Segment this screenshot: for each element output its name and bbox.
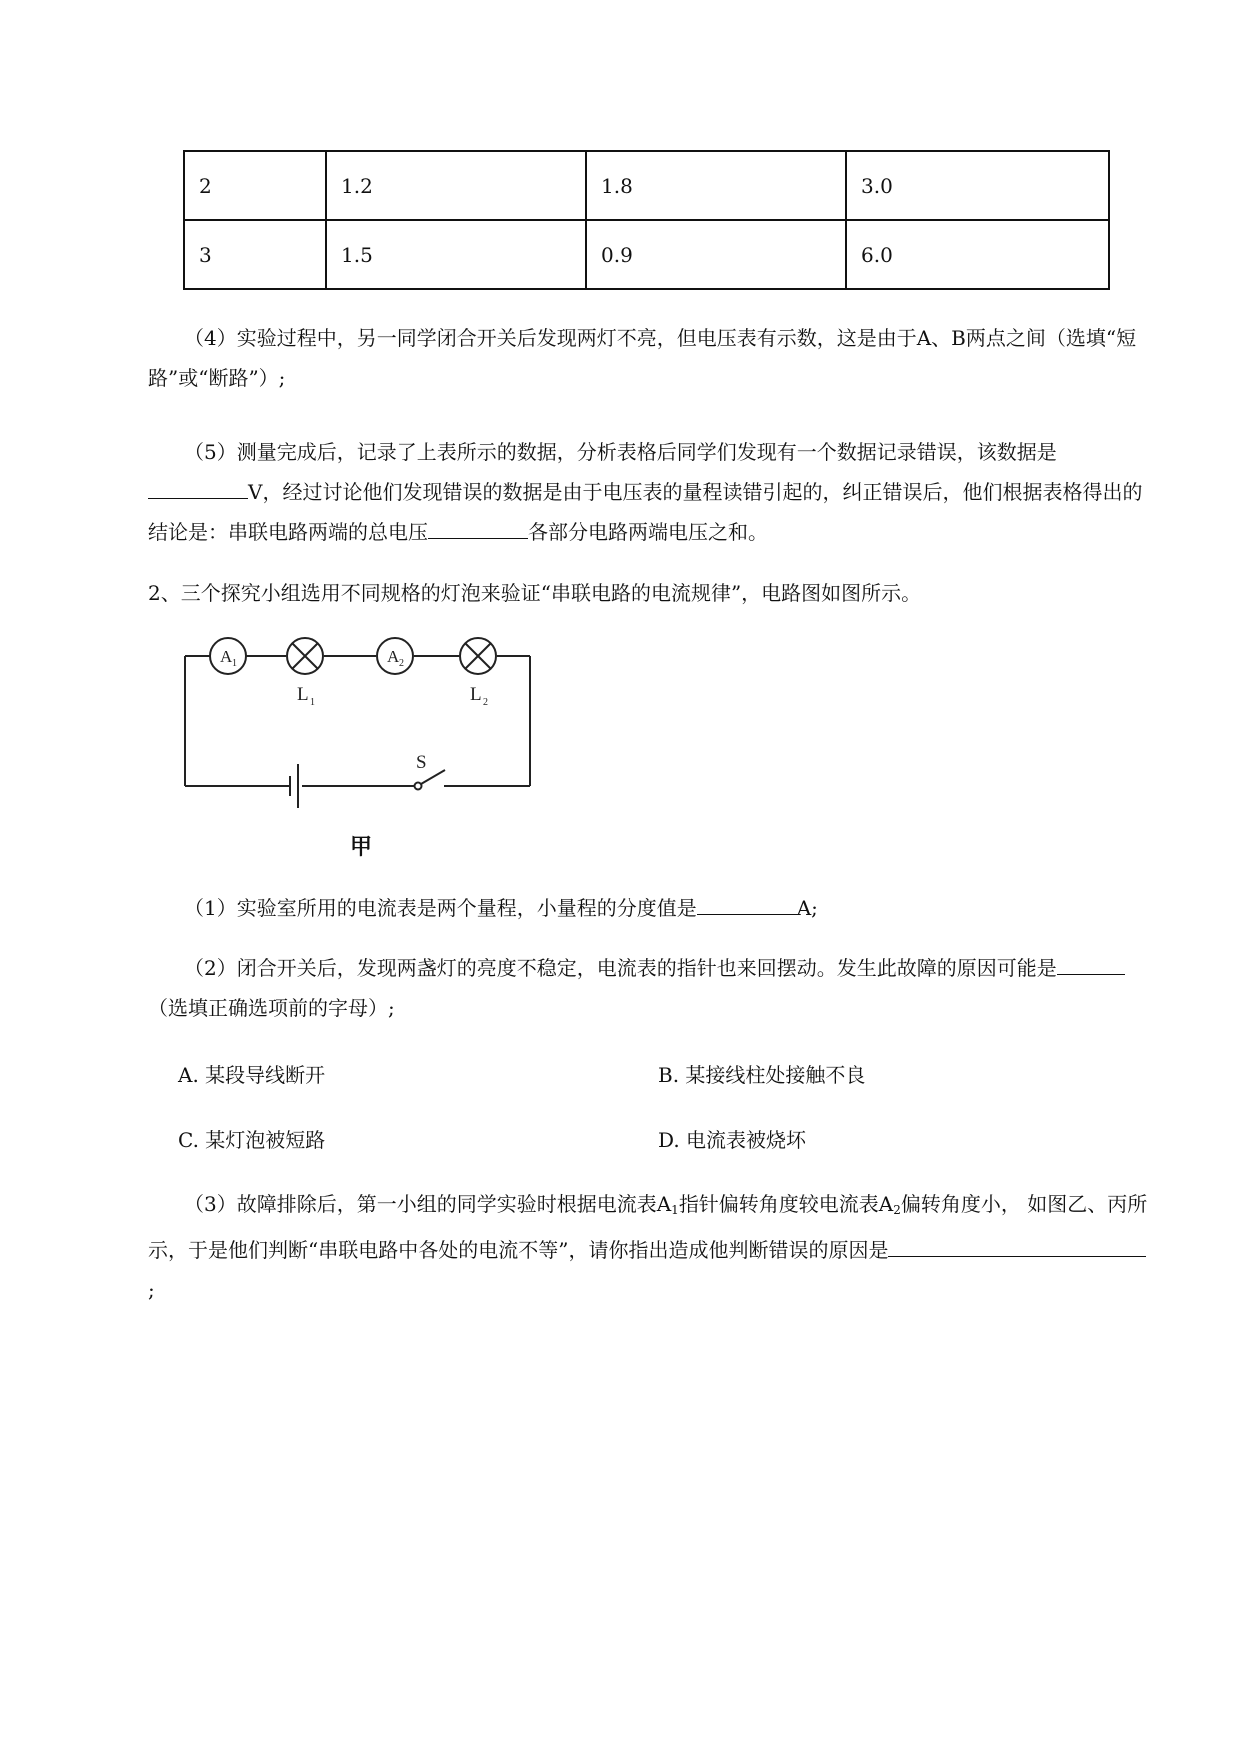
figure-caption: 甲 xyxy=(350,835,373,860)
paragraph-text: V，经过讨论他们发现错误的数据是由于电压表的量程读错引起的，纠正错误后，他们根据表格得出的结论是：串联电路两端的总电压 xyxy=(148,480,1143,544)
option-b[interactable]: B. 某接线柱处接触不良 xyxy=(658,1063,866,1087)
table-cell: 0.9 xyxy=(586,220,846,289)
paragraph-text: （2）闭合开关后，发现两盏灯的亮度不稳定，电流表的指针也来回摆动。发生此故障的原因可能是 xyxy=(184,956,1057,980)
table-row xyxy=(184,220,1109,289)
table-cell: 6.0 xyxy=(846,220,1109,289)
table-cell: 2 xyxy=(184,151,326,220)
answer-blank[interactable] xyxy=(888,1232,1146,1257)
question-1-part-4 xyxy=(148,318,1151,398)
paragraph-text: （4）实验过程中，另一同学闭合开关后发现两灯不亮，但电压表有示数，这是由于A、B两点之间（选填“短路”或“断路”）; xyxy=(148,326,1137,390)
option-c[interactable]: C. 某灯泡被短路 xyxy=(178,1128,326,1152)
lamp-l1-label: L xyxy=(297,684,309,705)
paragraph-text: （选填正确选项前的字母）; xyxy=(148,996,395,1020)
paragraph-text: 2、三个探究小组选用不同规格的灯泡来验证“串联电路的电流规律”，电路图如图所示。 xyxy=(148,581,922,605)
switch-pivot xyxy=(415,783,422,790)
lamp-l1-subscript: 1 xyxy=(310,697,315,708)
table-cell: 1.5 xyxy=(326,220,586,289)
table-cell: 1.2 xyxy=(326,151,586,220)
answer-blank[interactable] xyxy=(697,890,797,915)
ammeter-a1-subscript: 1 xyxy=(232,658,237,669)
question-2-part-2 xyxy=(148,948,1151,1028)
question-1-part-5 xyxy=(148,432,1151,552)
subscript: 1 xyxy=(671,1203,679,1217)
voltage-data-table xyxy=(183,150,1110,290)
ammeter-a2-subscript: 2 xyxy=(399,658,404,669)
question-2-stem xyxy=(148,573,1151,613)
table-cell: 3 xyxy=(184,220,326,289)
table-cell: 1.8 xyxy=(586,151,846,220)
lamp-l2-subscript: 2 xyxy=(483,697,488,708)
paragraph-text: 指针偏转角度较电流表A xyxy=(678,1192,894,1216)
paragraph-text: A; xyxy=(796,896,818,920)
answer-blank[interactable] xyxy=(148,474,248,499)
lamp-l2-label: L xyxy=(470,684,482,705)
table-cell: 3.0 xyxy=(846,151,1109,220)
paragraph-text: （3）故障排除后，第一小组的同学实验时根据电流表A xyxy=(184,1192,672,1216)
switch-label: S xyxy=(416,752,427,773)
answer-blank[interactable] xyxy=(428,514,528,539)
question-2-part-1 xyxy=(148,888,1151,928)
paragraph-text: 偏转角度小， 如图乙、丙所示，于是他们判断“串联电路中各处的电流不等”，请你指出造成他判断错误的原因是 xyxy=(148,1192,1148,1262)
option-d[interactable]: D. 电流表被烧坏 xyxy=(658,1128,807,1152)
ammeter-a2-label: A xyxy=(387,647,400,666)
answer-blank[interactable] xyxy=(1057,950,1125,975)
paragraph-text: ; xyxy=(148,1278,155,1302)
ammeter-a1-label: A xyxy=(220,647,233,666)
series-circuit-diagram xyxy=(180,630,560,850)
paragraph-text: （1）实验室所用的电流表是两个量程，小量程的分度值是 xyxy=(184,896,697,920)
paragraph-text: 各部分电路两端电压之和。 xyxy=(528,520,768,544)
subscript: 2 xyxy=(893,1203,901,1217)
paragraph-text: （5）测量完成后，记录了上表所示的数据，分析表格后同学们发现有一个数据记录错误，该数据是 xyxy=(184,440,1057,464)
option-a[interactable]: A. 某段导线断开 xyxy=(178,1063,326,1087)
table-row xyxy=(184,151,1109,220)
question-2-part-3 xyxy=(148,1184,1151,1310)
